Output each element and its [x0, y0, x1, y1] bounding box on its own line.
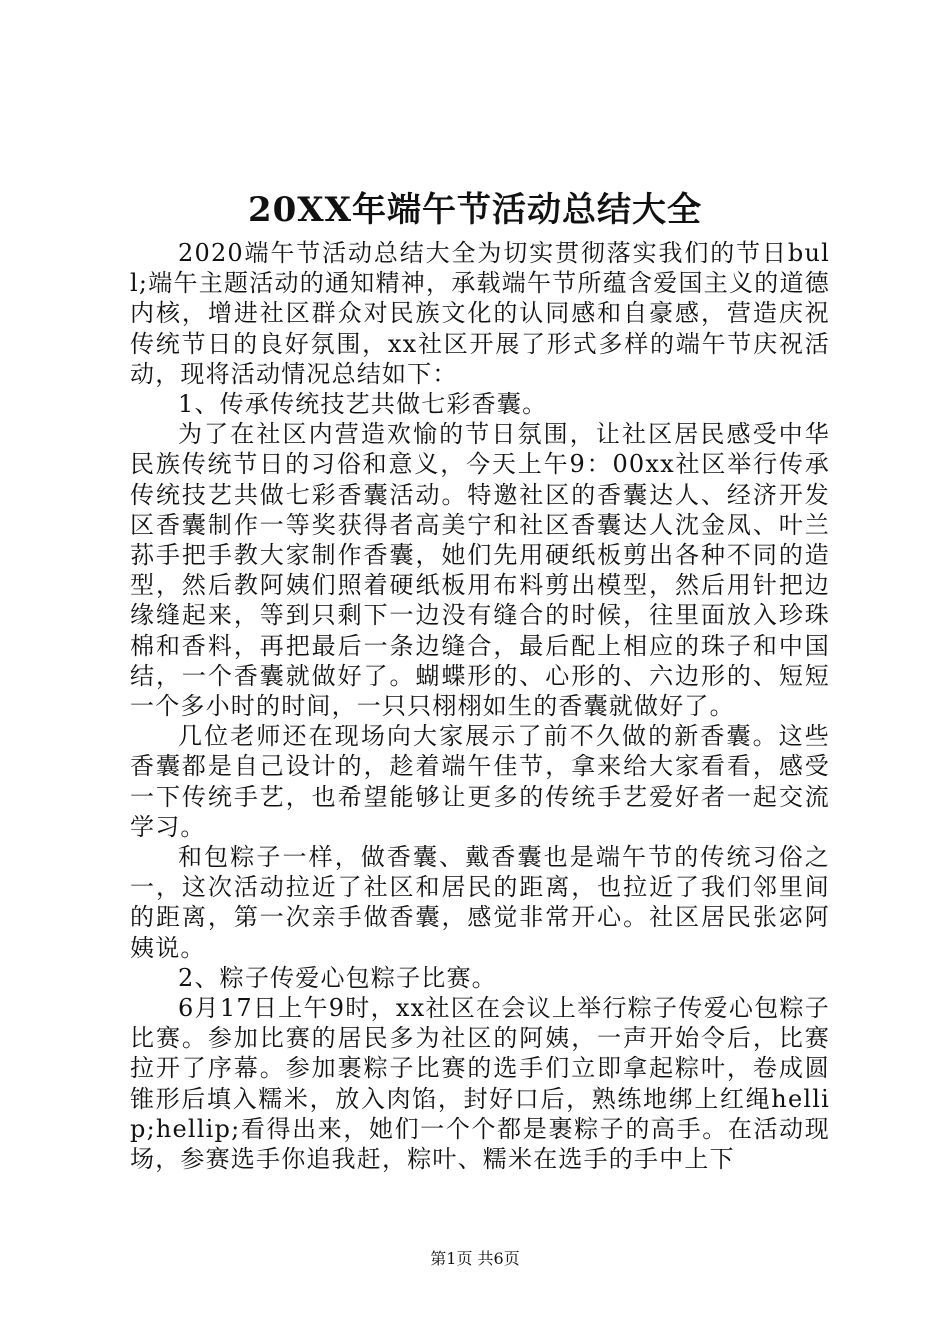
paragraph-sachet-activity: 为了在社区内营造欢愉的节日氛围，让社区居民感受中华民族传统节日的习俗和意义，今天上午9：00xx社区举行传承传统技艺共做七彩香囊活动。特邀社区的香囊达人、经济开发区香囊制作一等奖获得者高美宁和社区香囊达人沈金凤、叶兰荪手把手教大家制作香囊，她们先用硬纸板剪出各种不同的造型，然后教阿姨们照着硬纸板用布料剪出模型，然后用针把边缘缝起来，等到只剩下一边没有缝合的时候，往里面放入珍珠棉和香料，再把最后一条边缝合，最后配上相应的珠子和中国结，一个香囊就做好了。蝴蝶形的、心形的、六边形的、短短一个多小时的时间，一只只栩栩如生的香囊就做好了。 [130, 420, 830, 721]
document-body [130, 238, 830, 1174]
section-heading-2: 2、粽子传爱心包粽子比赛。 [178, 963, 497, 992]
paragraph-zongzi-contest: 6月17日上午9时，xx社区在会议上举行粽子传爱心包粽子比赛。参加比赛的居民多为社区的阿姨，一声开始令后，比赛拉开了序幕。参加裹粽子比赛的选手们立即拿起粽叶，卷成圆锥形后填入糯米，放入肉馅，封好口后，熟练地绑上红绳hellip;hellip;看得出来，她们一个个都是裹粽子的高手。在活动现场，参赛选手你追我赶，粽叶、糯米在选手的手中上下 [130, 994, 830, 1174]
paragraph-resident-quote: 和包粽子一样，做香囊、戴香囊也是端午节的传统习俗之一，这次活动拉近了社区和居民的距离，也拉近了我们邻里间的距离，第一次亲手做香囊，感觉非常开心。社区居民张宓阿姨说。 [130, 843, 830, 962]
paragraph-intro: 2020端午节活动总结大全为切实贯彻落实我们的节日bull;端午主题活动的通知精神，承载端午节所蕴含爱国主义的道德内核，增进社区群众对民族文化的认同感和自豪感，营造庆祝传统节日的良好氛围，xx社区开展了形式多样的端午节庆祝活动，现将活动情况总结如下： [130, 239, 830, 388]
section-heading-1: 1、传承传统技艺共做七彩香囊。 [178, 390, 548, 419]
page-title: 20XX年端午节活动总结大全 [247, 190, 703, 230]
page-footer: 第1页 共6页 [430, 1249, 520, 1268]
paragraph-teachers: 几位老师还在现场向大家展示了前不久做的新香囊。这些香囊都是自己设计的，趁着端午佳节，拿来给大家看看，感受一下传统手艺，也希望能够让更多的传统手艺爱好者一起交流学习。 [130, 722, 830, 841]
